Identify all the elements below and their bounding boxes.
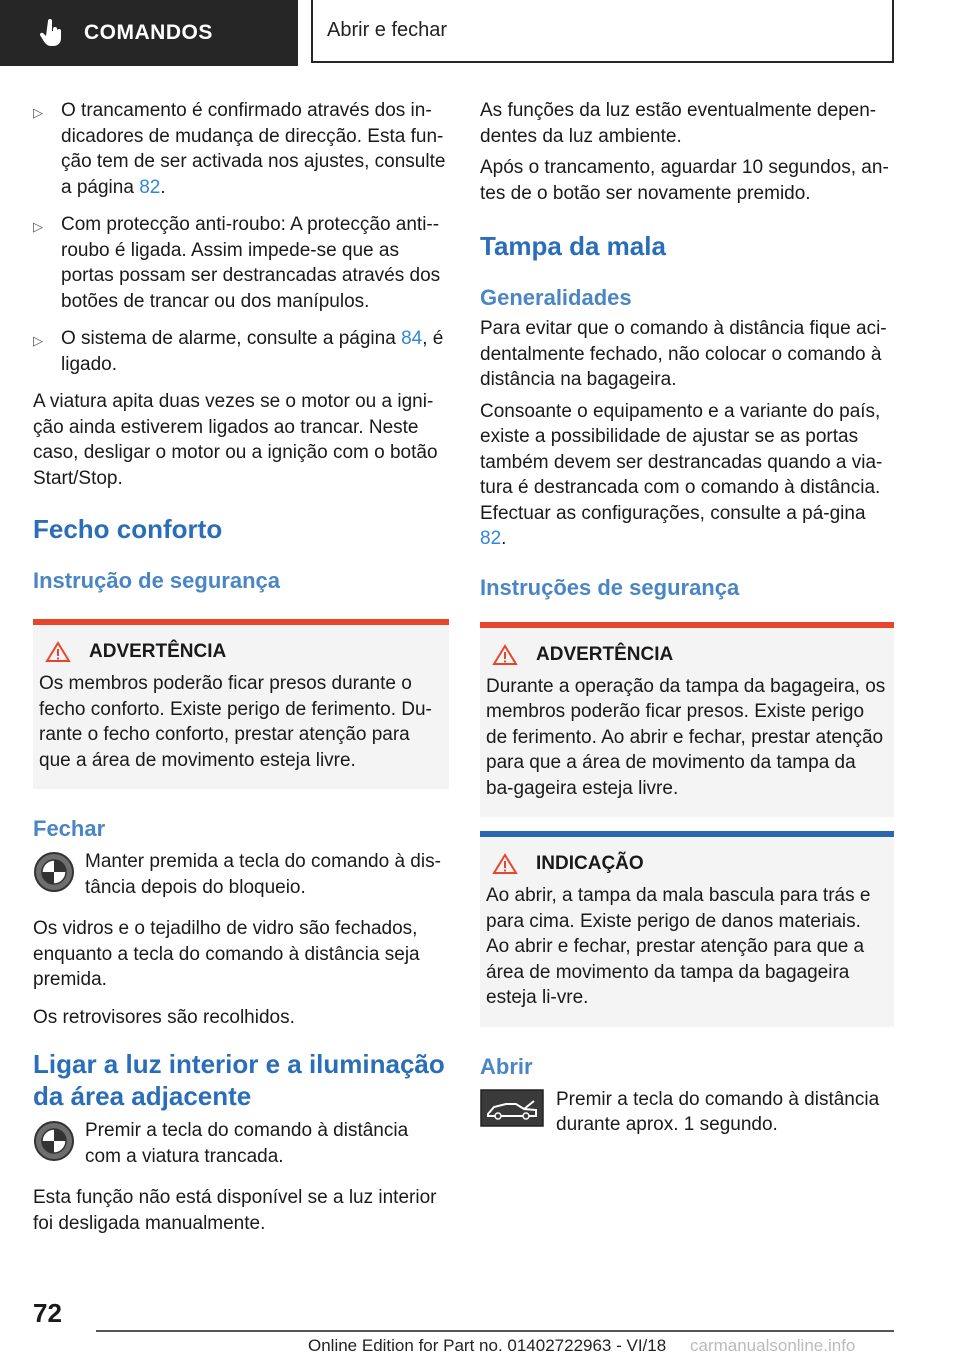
page-number: 72 — [33, 1298, 62, 1328]
paragraph: Para evitar que o comando à distância fique aci-dentalmente fechado, não colocar o comando à distância na bagageira. — [480, 318, 887, 390]
paragraph: Os retrovisores são recolhidos. — [33, 1006, 295, 1028]
heading-ligar-luz: Ligar a luz interior e a iluminação da área adjacente — [33, 1049, 445, 1111]
list-item-text: , é ligado. — [61, 328, 444, 375]
warning-text: Os membros poderão ficar presos durante o fecho conforto. Existe perigo de ferimento. Du-rante o fecho conforto, prestar atenção para que a área de movimento esteja livre. — [39, 673, 432, 771]
warning-title: ADVERTÊNCIA — [89, 641, 227, 662]
key-instruction — [480, 1087, 894, 1138]
bmw-key-icon — [33, 1120, 75, 1162]
key-instruction — [33, 849, 449, 900]
notice-text: Ao abrir, a tampa da mala bascula para trás e para cima. Existe perigo de danos materiais. Ao abrir e fechar, prestar atenção para que a área de movimento da tampa da bagageira esteja li-vre. — [486, 885, 871, 1008]
warning-text: Durante a operação da tampa da bagageira, os membros poderão ficar presos. Existe perigo de ferimento. Ao abrir e fechar, prestar atenção para que a área de movimento da tampa da ba-gageira esteja livre. — [486, 675, 886, 799]
page-header — [0, 0, 960, 70]
section-tab — [0, 0, 298, 66]
notice-title: INDICAÇÃO — [536, 853, 644, 874]
footer-edition: Online Edition for Part no. 01402722963 - VI/18 — [308, 1336, 667, 1355]
heading-instrucao: Instrução de segurança — [33, 568, 280, 593]
warning-box — [33, 619, 449, 789]
trunk-car-icon — [480, 1089, 544, 1127]
page-link[interactable]: 82 — [139, 176, 161, 198]
list-item-text: O sistema de alarme, consulte a página — [61, 328, 402, 349]
heading-abrir: Abrir — [480, 1053, 533, 1079]
breadcrumb-text: Abrir e fechar — [327, 19, 448, 41]
key-instruction — [33, 1118, 449, 1169]
list-item — [33, 98, 449, 200]
list-item — [33, 326, 449, 377]
warning-box — [480, 622, 894, 818]
key-instruction-text: Premir a tecla do comando à distância com a viatura trancada. — [85, 1120, 409, 1167]
paragraph: A viatura apita duas vezes se o motor ou a igni-ção ainda estiverem ligados ao trancar. Neste caso, desligar o motor ou a ignição com o botão Start/Stop. — [33, 391, 438, 489]
paragraph: Os vidros e o tejadilho de vidro são fechados, enquanto a tecla do comando à distância seja premida. — [33, 918, 420, 990]
key-instruction-text: Premir a tecla do comando à distância durante aprox. 1 segundo. — [556, 1088, 880, 1135]
list-item-text: . — [160, 176, 166, 198]
breadcrumb — [311, 0, 894, 63]
heading-fechar: Fechar — [33, 816, 106, 841]
list-item-text: O trancamento é confirmado através dos in-dicadores de mudança de direcção. Esta fun-ção tem de ser activada nos ajustes, consulte a página — [61, 100, 446, 198]
bullet-arrow-icon: ▷ — [33, 105, 43, 120]
footer-divider — [96, 1330, 894, 1332]
list-item — [33, 212, 449, 314]
paragraph: Após o trancamento, aguardar 10 segundos, an-tes de o botão ser novamente premido. — [480, 157, 889, 204]
list-item-text: Com protecção anti-roubo: A protecção anti--roubo é ligada. Assim impede-se que as portas possam ser destrancadas através dos botões de trancar ou dos manípulos. — [61, 214, 441, 312]
heading-generalidades: Generalidades — [480, 285, 632, 310]
bullet-arrow-icon: ▷ — [33, 333, 43, 348]
paragraph: Esta função não está disponível se a luz interior foi desligada manualmente. — [33, 1187, 437, 1234]
left-column — [33, 98, 449, 1248]
warning-triangle-icon — [492, 644, 518, 666]
right-column — [480, 98, 894, 1150]
paragraph: As funções da luz estão eventualmente depen-dentes da luz ambiente. — [480, 100, 877, 147]
heading-fecho-conforto: Fecho conforto — [33, 514, 223, 544]
page-link[interactable]: 84 — [401, 328, 423, 349]
bmw-key-icon — [33, 851, 75, 893]
key-instruction-text: Manter premida a tecla do comando à dis-tância depois do bloqueio. — [85, 851, 441, 898]
watermark: carmanualsonline.info — [690, 1336, 856, 1355]
section-title: COMANDOS — [84, 21, 213, 44]
warning-title: ADVERTÊNCIA — [536, 643, 674, 665]
warning-triangle-icon — [45, 641, 71, 663]
heading-tampa-da-mala: Tampa da mala — [480, 231, 666, 261]
heading-instrucoes: Instruções de segurança — [480, 574, 740, 600]
notice-box — [480, 831, 894, 1027]
paragraph: Consoante o equipamento e a variante do país, existe a possibilidade de ajustar se as portas também devem ser destrancadas quando a via-tura é destrancada com o comando à distância. Efectuar as configurações, consulte a pá-gina — [480, 400, 883, 524]
hand-pointer-icon — [40, 18, 66, 48]
page-link[interactable]: 82 — [480, 528, 502, 549]
bullet-arrow-icon: ▷ — [33, 219, 43, 234]
warning-triangle-icon — [492, 853, 518, 875]
paragraph-end: . — [501, 528, 507, 549]
